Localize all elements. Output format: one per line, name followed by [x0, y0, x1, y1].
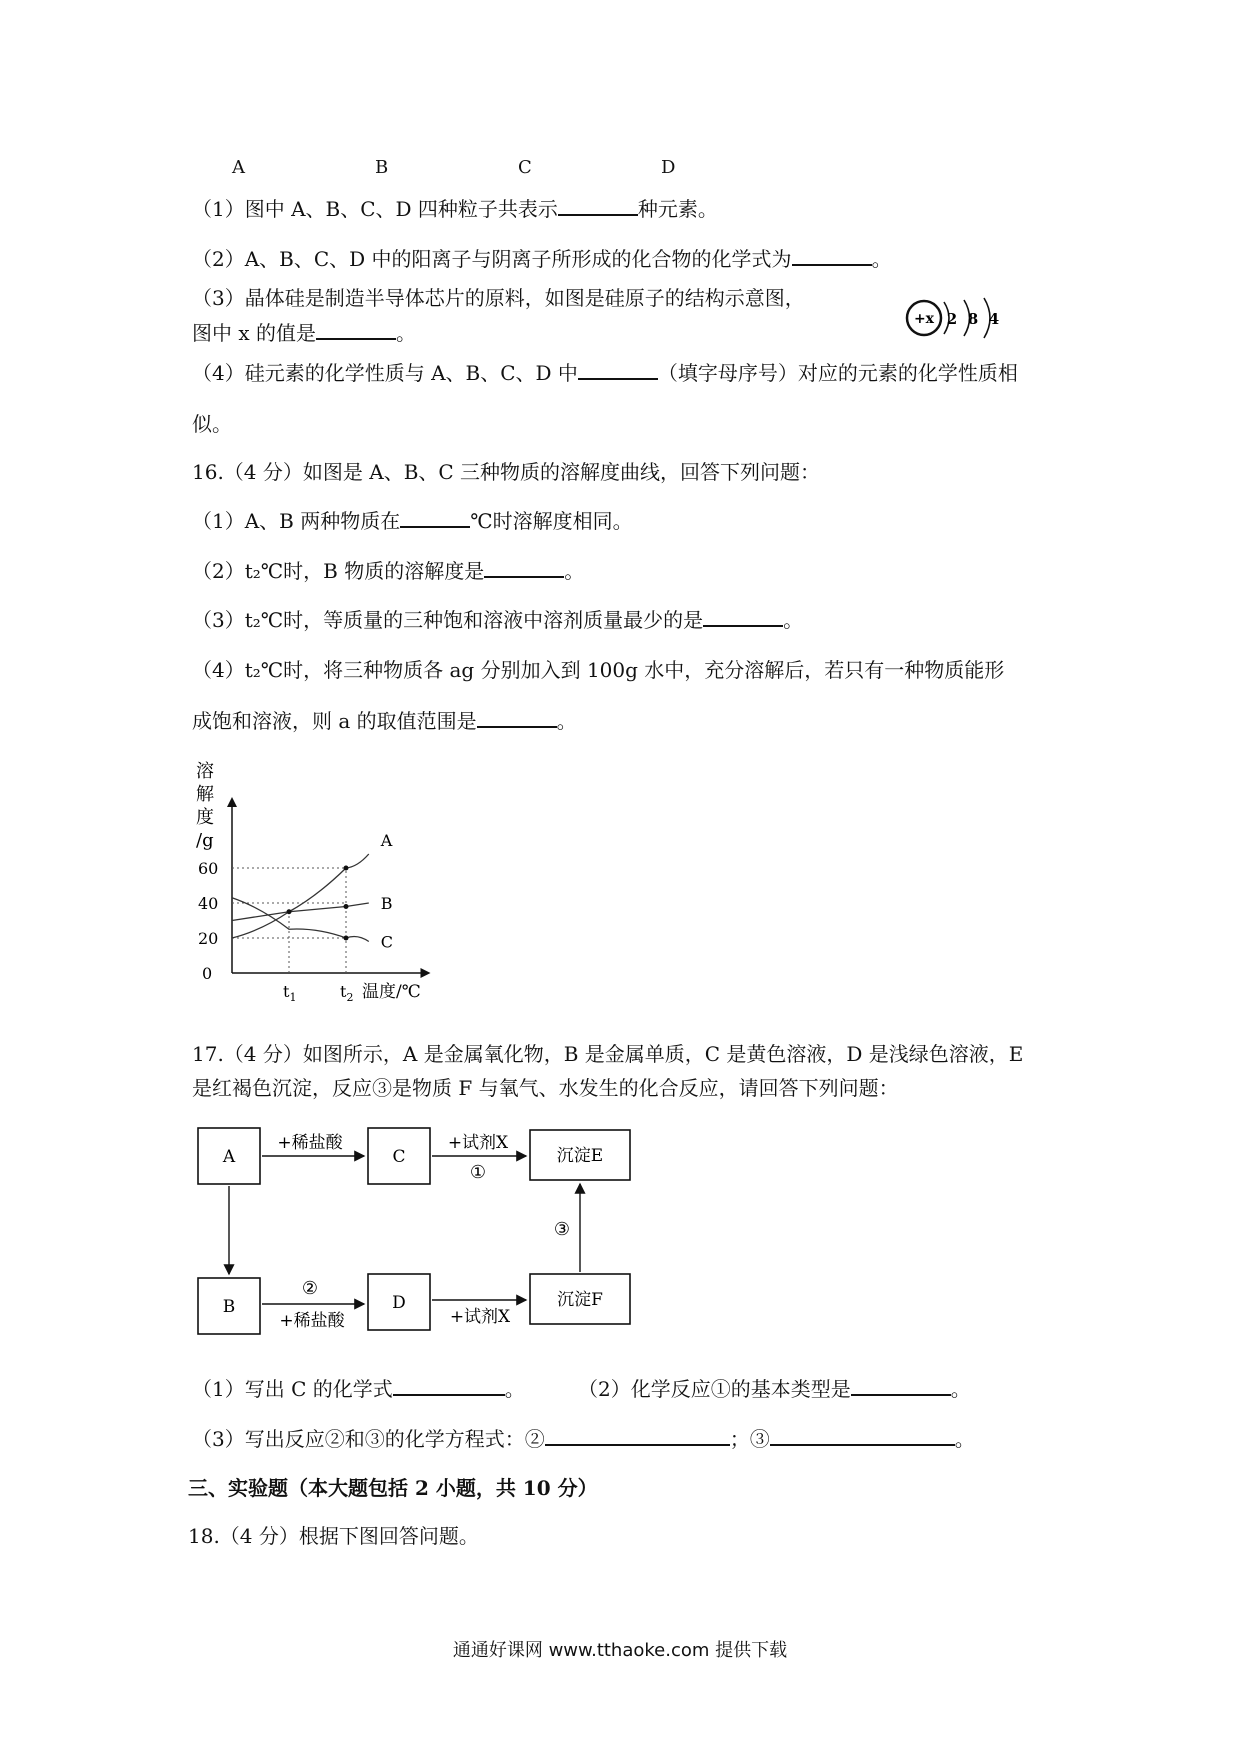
q16-p4-suffix: 。 [556, 709, 577, 733]
silicon-atom-diagram [900, 290, 1020, 350]
answer-blank[interactable] [400, 508, 470, 528]
reaction-flow-diagram [190, 1118, 660, 1348]
q16-part1 [192, 508, 633, 533]
arrow-f-to-e-label: ③ [553, 1219, 571, 1240]
q17-p3-prefix: （3）写出反应②和③的化学方程式：② [192, 1427, 545, 1451]
y-axis-label: /g [196, 830, 214, 851]
data-point [344, 866, 349, 871]
series-curve-a [232, 854, 369, 938]
series-label-c: C [380, 932, 394, 952]
answer-blank[interactable] [792, 246, 872, 266]
q17-stem-line1: 17.（4 分）如图所示，A 是金属氧化物，B 是金属单质，C 是黄色溶液，D 是浅绿色溶液，E [192, 1042, 1024, 1066]
answer-blank[interactable] [545, 1426, 730, 1446]
box-b-label: B [222, 1297, 236, 1317]
particle-labels [0, 156, 1240, 180]
atom-shell-electrons: 8 [967, 310, 979, 328]
q16-p2-suffix: 。 [564, 559, 585, 583]
q16-stem: 16.（4 分）如图是 A、B、C 三种物质的溶解度曲线，回答下列问题： [192, 460, 821, 484]
series-label-a: A [380, 831, 393, 850]
q17-p2-prefix: （2）化学反应①的基本类型是 [578, 1377, 851, 1401]
q16-part3 [192, 607, 803, 632]
x-tick-label: $t_1$ [283, 982, 297, 1004]
answer-blank[interactable] [558, 196, 638, 216]
y-tick-label: 20 [198, 929, 219, 948]
q15-p2-prefix: （2）A、B、C、D 中的阳离子与阴离子所形成的化合物的化学式为 [192, 247, 792, 271]
q17-part2 [578, 1376, 971, 1401]
answer-blank[interactable] [316, 320, 396, 340]
x-tick-label: $t_2$ [340, 982, 354, 1004]
y-axis-label: 度 [196, 807, 214, 828]
x-axis-label: 温度/℃ [362, 982, 421, 1002]
q16-part2 [192, 558, 584, 583]
box-c-label: C [392, 1147, 406, 1167]
q16-part4-line1: （4）t₂℃时，将三种物质各 ag 分别加入到 100g 水中，充分溶解后，若只有一种物质能形 [192, 658, 1005, 682]
arrow-b-to-d-bottom: +稀盐酸 [279, 1311, 345, 1331]
y-axis-label: 溶 [196, 761, 214, 782]
particle-label-d: D [661, 157, 676, 178]
q18-stem: 18.（4 分）根据下图回答问题。 [188, 1524, 479, 1548]
q15-p3-suffix: 。 [396, 321, 416, 345]
q15-part2 [192, 246, 892, 271]
arrow-c-to-e-bottom: ① [469, 1162, 487, 1183]
intersection-point [287, 909, 292, 914]
y-tick-label: 40 [198, 894, 219, 913]
q15-p2-suffix: 。 [871, 247, 892, 271]
q15-p3-prefix: 图中 x 的值是 [192, 321, 316, 345]
q17-p3-mid: ；③ [729, 1427, 770, 1451]
q16-p4-prefix: 成饱和溶液，则 a 的取值范围是 [192, 709, 477, 733]
particle-label-c: C [518, 157, 532, 178]
data-point [344, 904, 349, 909]
page-footer: 通通好课网 www.tthaoke.com 提供下载 [452, 1640, 788, 1661]
box-d-label: D [392, 1293, 406, 1313]
q17-p3-suffix: 。 [954, 1427, 975, 1451]
origin-label: 0 [202, 964, 213, 983]
arrow-c-to-e-top: +试剂X [447, 1133, 509, 1153]
q16-p1-prefix: （1）A、B 两种物质在 [192, 509, 401, 533]
particle-label-a: A [232, 157, 245, 178]
q16-p3-prefix: （3）t₂℃时，等质量的三种饱和溶液中溶剂质量最少的是 [192, 608, 704, 632]
answer-blank[interactable] [851, 1376, 951, 1396]
answer-blank[interactable] [393, 1376, 505, 1396]
q17-p2-suffix: 。 [950, 1377, 971, 1401]
q15-p1-prefix: （1）图中 A、B、C、D 四种粒子共表示 [192, 197, 558, 221]
q15-p4-prefix: （4）硅元素的化学性质与 A、B、C、D 中 [192, 361, 578, 385]
q15-p1-suffix: 种元素。 [637, 197, 718, 221]
box-a-label: A [222, 1147, 236, 1167]
arrow-b-to-d-top: ② [301, 1278, 319, 1299]
section3-title: 三、实验题（本大题包括 2 小题，共 10 分） [188, 1476, 598, 1500]
q15-part3-line1: （3）晶体硅是制造半导体芯片的原料，如图是硅原子的结构示意图， [192, 286, 805, 310]
q16-p3-suffix: 。 [783, 608, 804, 632]
q17-p1-prefix: （1）写出 C 的化学式 [192, 1377, 393, 1401]
answer-blank[interactable] [477, 708, 557, 728]
q15-part3-line2 [192, 320, 416, 345]
series-label-b: B [380, 894, 393, 913]
atom-shell-electrons: 2 [946, 310, 958, 328]
q15-part1 [192, 196, 718, 221]
y-axis-label: 解 [196, 784, 214, 805]
box-f-label: 沉淀F [557, 1290, 603, 1310]
answer-blank[interactable] [703, 607, 783, 627]
y-tick-label: 60 [198, 859, 219, 878]
q17-stem-line2: 是红褐色沉淀，反应③是物质 F 与氧气、水发生的化合反应，请回答下列问题： [192, 1076, 899, 1100]
q16-p2-prefix: （2）t₂℃时，B 物质的溶解度是 [192, 559, 485, 583]
answer-blank[interactable] [484, 558, 564, 578]
q15-p4-suffix: （填字母序号）对应的元素的化学性质相 [657, 361, 1018, 385]
y-axis-arrow [227, 797, 237, 807]
q16-p1-suffix: ℃时溶解度相同。 [470, 509, 633, 533]
x-axis-arrow [421, 968, 431, 978]
q17-part1-2 [192, 1376, 525, 1401]
q15-part4 [192, 360, 1018, 385]
q15-part4-line2: 似。 [192, 412, 232, 436]
q17-p1-suffix: 。 [504, 1377, 525, 1401]
atom-nucleus-label: +x [913, 311, 935, 327]
q17-part3 [192, 1426, 975, 1451]
particle-label-b: B [375, 157, 389, 178]
atom-shell-electrons: 4 [988, 310, 1000, 328]
q16-part4-line2 [192, 708, 577, 733]
answer-blank[interactable] [770, 1426, 955, 1446]
data-point [344, 936, 349, 941]
box-e-label: 沉淀E [556, 1146, 604, 1166]
solubility-chart [190, 755, 490, 1020]
arrow-d-to-f-label: +试剂X [449, 1307, 511, 1327]
answer-blank[interactable] [578, 360, 658, 380]
arrow-a-to-c-label: +稀盐酸 [277, 1133, 343, 1153]
